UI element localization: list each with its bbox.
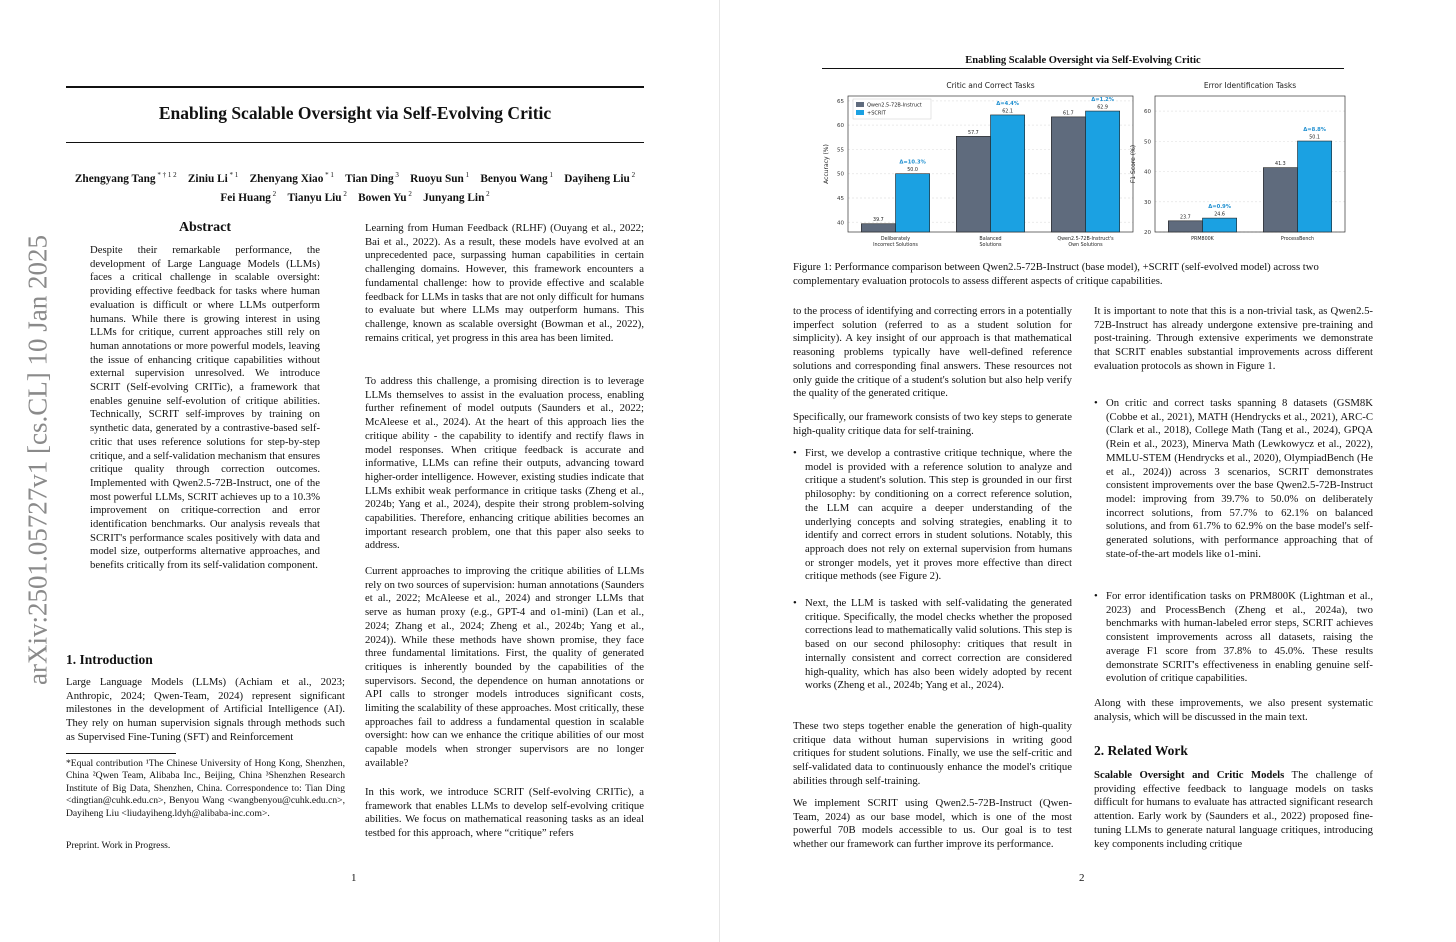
p2-right-bullet-1: • On critic and correct tasks spanning 8 datasets (GSM8K (Cobbe et al., 2021), MATH (Hendrycks et al., 2021), ARC-C (Clark et al., 2018), College Math (Tang et al., 2024), GPQA (Rein et al., 2023), Minerva Math (Lewkowycz et al., 2022), MMLU-STEM (Hendrycks et al., 2020), OlympiadBench (He et al., 2024)) across 3 scenarios, SCRIT demonstrates consistent improvements over the base Qwen2.5-72B-Instruct model: improving from 39.7% to 50.0% on deliberately incorrect solutions, from 57.7% to 62.1% on balanced solutions, and from 61.7% to 62.9% on the base model's self-generated solutions, with performance approaching that of state-of-the-art models like o1-mini. [1106, 397, 1373, 561]
bar-value-label: 62.1 [1002, 109, 1013, 115]
x-tick-label: Balanced [979, 237, 1002, 242]
chart-title: Error Identification Tasks [1203, 81, 1297, 90]
y-tick-label: 45 [837, 196, 844, 202]
author-name: Ziniu Li [187, 172, 228, 185]
author-affiliation-mark: * † 1 2 [155, 171, 177, 179]
page-number-2: 2 [1079, 872, 1085, 884]
paper-title: Enabling Scalable Oversight via Self-Evolving Critic [158, 103, 552, 123]
delta-label: Δ=4.4% [996, 100, 1019, 107]
y-tick-label: 20 [1144, 230, 1151, 236]
bar [1168, 221, 1202, 232]
arxiv-stamp: arXiv:2501.05727v1 [cs.CL] 10 Jan 2025 [22, 235, 53, 685]
author-affiliation-mark: 3 [393, 171, 399, 179]
bar-value-label: 24.6 [1214, 212, 1225, 218]
page-number-1: 1 [351, 872, 357, 884]
y-tick-label: 30 [1144, 199, 1151, 206]
bar-value-label: 39.7 [873, 218, 884, 224]
delta-label: Δ=10.3% [899, 159, 926, 166]
delta-label: Δ=1.2% [1091, 97, 1114, 104]
author-name: Tianyu Liu [287, 191, 342, 204]
col2-paragraph-3: Current approaches to improving the critique abilities of LLMs rely on two sources of supervision: human annotations (Saunders et al., 2022; McAleese et al., 2024) and stronger LLMs that serve as human proxy (e.g., GPT-4 and o1-mini) (Lan et al., 2024; Zhang et al., 2024; Zheng et al., 2024b; Yang et al., 2024)). While these methods have shown promise, they face three fundamental limitations. First, the quality of generated critiques is inherently bounded by the capabilities of the supervisors. Second, the dependence on human annotations or API calls to stronger models introduces significant costs, limiting the scalability of these approaches. Most critically, these approaches fail to address a fundamental question in scalable oversight: how can we enhance the critique abilities of our most capable models when stronger supervisors are no longer available? [365, 565, 645, 769]
footnote-rule [66, 753, 176, 754]
y-axis-label: Accuracy (%) [823, 144, 830, 184]
p2-left-paragraph-4: We implement SCRIT using Qwen2.5-72B-Instruct (Qwen-Team, 2024) as our base model, which is one of the most powerful 70B models accessible to us. Our goal is to test whether our framework can further improve its performance. [793, 797, 1072, 851]
related-work-paragraph [1094, 769, 1373, 851]
title-bottom-rule [66, 142, 644, 143]
author-name: Tian Ding [345, 172, 394, 185]
page-1 [0, 0, 712, 942]
p2-left-bullet-1: • First, we develop a contrastive critique technique, where the model is provided with a reference solution to analyze and critique a student's solution. This step is grounded in our first philosophy: by conditioning on a correct reference solution, the LLM can acquire a deeper understanding of the underlying concepts and solving strategies, enabling it to identify and correct errors in student solutions. Notably, this approach does not rely on external supervision from humans or stronger models, yet it proves more effective than direct critique methods (see Figure 2). [805, 447, 1072, 584]
col2-paragraph-2: To address this challenge, a promising direction is to leverage LLMs themselves to assist in the evaluation process, enabling further refinement of model outputs (Saunders et al., 2022; McAleese et al., 2024). At the heart of this approach lies the critique ability - the capability to identify and rectify flaws in model responses. When critique feedback is accurate and informative, LLMs can refine their outputs, advancing toward higher-order intelligence. However, existing studies indicate that LLMs exhibit weak performance in critique tasks (Zheng et al., 2024b; Yang et al., 2024), despite their strong problem-solving capabilities. Therefore, enhancing critique abilities becomes an important research problem, one that this paper also seeks to address. [365, 375, 644, 552]
preprint-note: Preprint. Work in Progress. [66, 840, 171, 851]
delta-label: Δ=0.9% [1208, 204, 1231, 211]
intro-heading: 1. Introduction [66, 652, 153, 667]
abstract-text: Despite their remarkable performance, the development of Large Language Models (LLMs) faces a critical challenge in scalable oversight: providing effective feedback for tasks where human evaluation is difficult or where LLMs outperform humans. While there is growing interest in using LLMs for critique, current approaches still rely on human annotations or more powerful models, leaving the issue of enhancing critique capabilities without external supervision unresolved. We introduce SCRIT (Self-evolving CRITic), a framework that enables genuine self-evolution of critique abilities. Technically, SCRIT self-improves by training on synthetic data, generated by a contrastive-based self-critic that uses reference solutions for step-by-step critique, and a self-validation mechanism that ensures critique quality through correction outcomes. Implemented with Qwen2.5-72B-Instruct, one of the most powerful LLMs, SCRIT achieves up to a 10.3% improvement on critique-correction and error identification benchmarks. Our analysis reveals that SCRIT's performance scales positively with data and model size, outperforms alternative approaches, and benefits critically from its self-validation component. [90, 244, 321, 572]
bar [1203, 218, 1237, 232]
x-tick-label: Own Solutions [1068, 243, 1103, 248]
x-tick-label: Incorrect Solutions [873, 243, 918, 248]
bar [956, 136, 990, 232]
author-affiliation-mark: 2 [270, 189, 277, 198]
bar-value-label: 57.7 [968, 130, 979, 136]
y-tick-label: 40 [1144, 169, 1151, 176]
author-affiliation-mark: 2 [629, 171, 636, 179]
x-tick-label: PRM800K [1191, 237, 1214, 242]
p2-left-paragraph-3: These two steps together enable the generation of high-quality critique data without human supervisions in writing good critiques for student solutions. Finally, we use the self-critic and self-validated data to continuously enhance the model's critique abilities through self-training. [793, 720, 1072, 787]
author-name: Zhenyang Xiao [249, 172, 324, 185]
y-axis-label: F1 Score (%) [1130, 144, 1137, 184]
y-tick-label: 65 [837, 98, 844, 105]
x-tick-label: Solutions [979, 243, 1002, 248]
author-affiliation-mark: 2 [341, 189, 347, 198]
author-name: Fei Huang [220, 191, 271, 204]
intro-paragraph: Large Language Models (LLMs) (Achiam et al., 2023; Anthropic, 2024; Qwen-Team, 2024) represent significant milestones in the development of Artificial Intelligence (AI). They rely on human supervision signals through methods such as Supervised Fine-Tuning (SFT) and Reinforcement [66, 676, 345, 743]
related-work-text: The challenge of providing effective feedback to language models on tasks difficult for humans to evaluate has attracted significant research attention. Early work by (Saunders et al., 2022) proposed fine-tuning LLMs to generate natural language critiques, introducing key components including critique [1094, 769, 1373, 850]
bar-value-label: 50.0 [907, 168, 918, 174]
x-tick-label: Qwen2.5-72B-Instruct's [1057, 237, 1114, 242]
chart-title: Critic and Correct Tasks [946, 81, 1035, 90]
running-title-rule [822, 68, 1344, 69]
chart-error-identification [1125, 76, 1350, 256]
bar [896, 174, 930, 232]
y-tick-label: 40 [837, 220, 844, 227]
y-tick-label: 60 [1144, 109, 1151, 116]
title-top-rule [66, 86, 644, 88]
figure-caption: Figure 1: Performance comparison between Qwen2.5-72B-Instruct (base model), +SCRIT (self-evolved model) across two complementary evaluation protocols to assess different aspects of critique capabilities. [793, 261, 1319, 287]
author-line-1 [66, 168, 644, 187]
related-work-lead: Scalable Oversight and Critic Models [1094, 769, 1285, 781]
author-name: Zhengyang Tang [74, 172, 156, 185]
author-affiliation-mark: 1 [547, 171, 553, 179]
footnote: *Equal contribution ¹The Chinese University of Hong Kong, Shenzhen, China ²Qwen Team, Alibaba Inc., Beijing, China ³Shenzhen Research Institute of Big Data, Shenzhen, China. Correspondence to: Tian Ding <dingtian@cuhk.edu.cn>, Benyou Wang <wangbenyou@cuhk.edu.cn>, Dayiheng Liu <liudayiheng.ldyh@alibaba-inc.com>. [66, 758, 345, 819]
legend-swatch [856, 102, 864, 107]
col2-paragraph-1: Learning from Human Feedback (RLHF) (Ouyang et al., 2022; Bai et al., 2022). As a result, these models have evolved at an unprecedented pace, surpassing human capabilities in certain challenging domains. However, this framework encounters a fundamental challenge: how to provide effective and scalable feedback for LLMs in tasks that are not only difficult for humans to evaluate but where LLMs may outperform humans. This challenge, known as scalable oversight (Bowman et al., 2022), remains critical, yet progress in this area has been limited. [365, 222, 644, 344]
author-name: Ruoyu Sun [410, 172, 464, 185]
bar [1086, 111, 1120, 232]
p2-right-bullet-2: • For error identification tasks on PRM800K (Lightman et al., 2023) and ProcessBench (Zheng et al., 2024a), two benchmarks with human-labeled error steps, SCRIT achieves consistent improvements across all datasets, raising the average F1 score from 37.8% to 45.0%. These results demonstrate SCRIT's effectiveness in enabling genuine self-evolution of critique capabilities. [1106, 590, 1373, 686]
page-divider [719, 0, 720, 942]
y-tick-label: 50 [837, 171, 844, 178]
author-affiliation-mark: * 1 [323, 171, 334, 179]
author-affiliation-mark: * 1 [227, 171, 239, 179]
bar [1263, 168, 1297, 232]
author-affiliation-mark: 1 [463, 171, 470, 179]
p2-left-bullet-2: • Next, the LLM is tasked with self-validating the generated critique. Specifically, the model checks whether the proposed corrections lead to mathematically valid solutions. This step is based on our second philosophy: critiques that result in internally consistent and correct correction are considered high-quality, which has also been widely adopted by recent works (Zheng et al., 2024b; Yang et al., 2024). [805, 597, 1072, 693]
bar [861, 224, 895, 232]
author-affiliation-mark: 2 [406, 189, 412, 198]
p2-right-paragraph-2: Along with these improvements, we also present systematic analysis, which will be discussed in the main text. [1094, 697, 1373, 723]
y-tick-label: 60 [837, 123, 844, 130]
bar-value-label: 23.7 [1180, 215, 1191, 221]
chart-critic-correct [800, 76, 1135, 256]
author-affiliation-mark: 2 [484, 189, 490, 198]
author-name: Bowen Yu [358, 191, 407, 204]
related-work-heading: 2. Related Work [1094, 743, 1188, 758]
y-tick-label: 55 [837, 147, 844, 154]
x-tick-label: ProcessBench [1280, 237, 1315, 242]
running-title: Enabling Scalable Oversight via Self-Evolving Critic [965, 55, 1201, 66]
bar [1051, 117, 1085, 232]
p2-left-paragraph-2: Specifically, our framework consists of two key steps to generate high-quality critique data for self-training. [793, 411, 1072, 437]
legend-swatch [856, 110, 864, 115]
p2-right-paragraph-1: It is important to note that this is a non-trivial task, as Qwen2.5-72B-Instruct has already undergone extensive pre-training and post-training. Through extensive experiments we demonstrate that SCRIT enables substantial improvements across different evaluation protocols as shown in Figure 1. [1094, 305, 1373, 372]
legend-label: +SCRIT [867, 110, 886, 117]
author-name: Benyou Wang [480, 172, 548, 185]
legend-label: Qwen2.5-72B-Instruct [867, 102, 922, 109]
bar [991, 115, 1025, 232]
col2-paragraph-4: In this work, we introduce SCRIT (Self-evolving CRITic), a framework that enables LLMs to develop self-evolving critique abilities. We focus on mathematical reasoning tasks as an ideal testbed for this approach, where “critique” refers [365, 786, 644, 840]
author-line-2 [66, 187, 644, 206]
y-tick-label: 50 [1144, 139, 1151, 146]
abstract-heading: Abstract [178, 220, 232, 235]
delta-label: Δ=8.8% [1303, 127, 1326, 134]
bar-value-label: 61.7 [1063, 111, 1074, 117]
author-name: Dayiheng Liu [564, 172, 630, 185]
x-tick-label: Deliberately [880, 237, 911, 242]
p2-left-paragraph-1: to the process of identifying and correcting errors in a potentially imperfect solution (referred to as a student solution for simplicity). A key insight of our approach is that mathematical reasoning problems typically have well-defined reference solutions and corresponding final answers. These resources not only guide the critique of a student's solution but also help verify the quality of the generated critique. [793, 305, 1072, 400]
bar-value-label: 62.9 [1097, 105, 1108, 111]
bar [1298, 141, 1332, 232]
bar-value-label: 41.3 [1275, 162, 1286, 168]
author-list [66, 168, 644, 206]
author-name: Junyang Lin [423, 191, 485, 204]
bar-value-label: 50.1 [1309, 135, 1320, 141]
